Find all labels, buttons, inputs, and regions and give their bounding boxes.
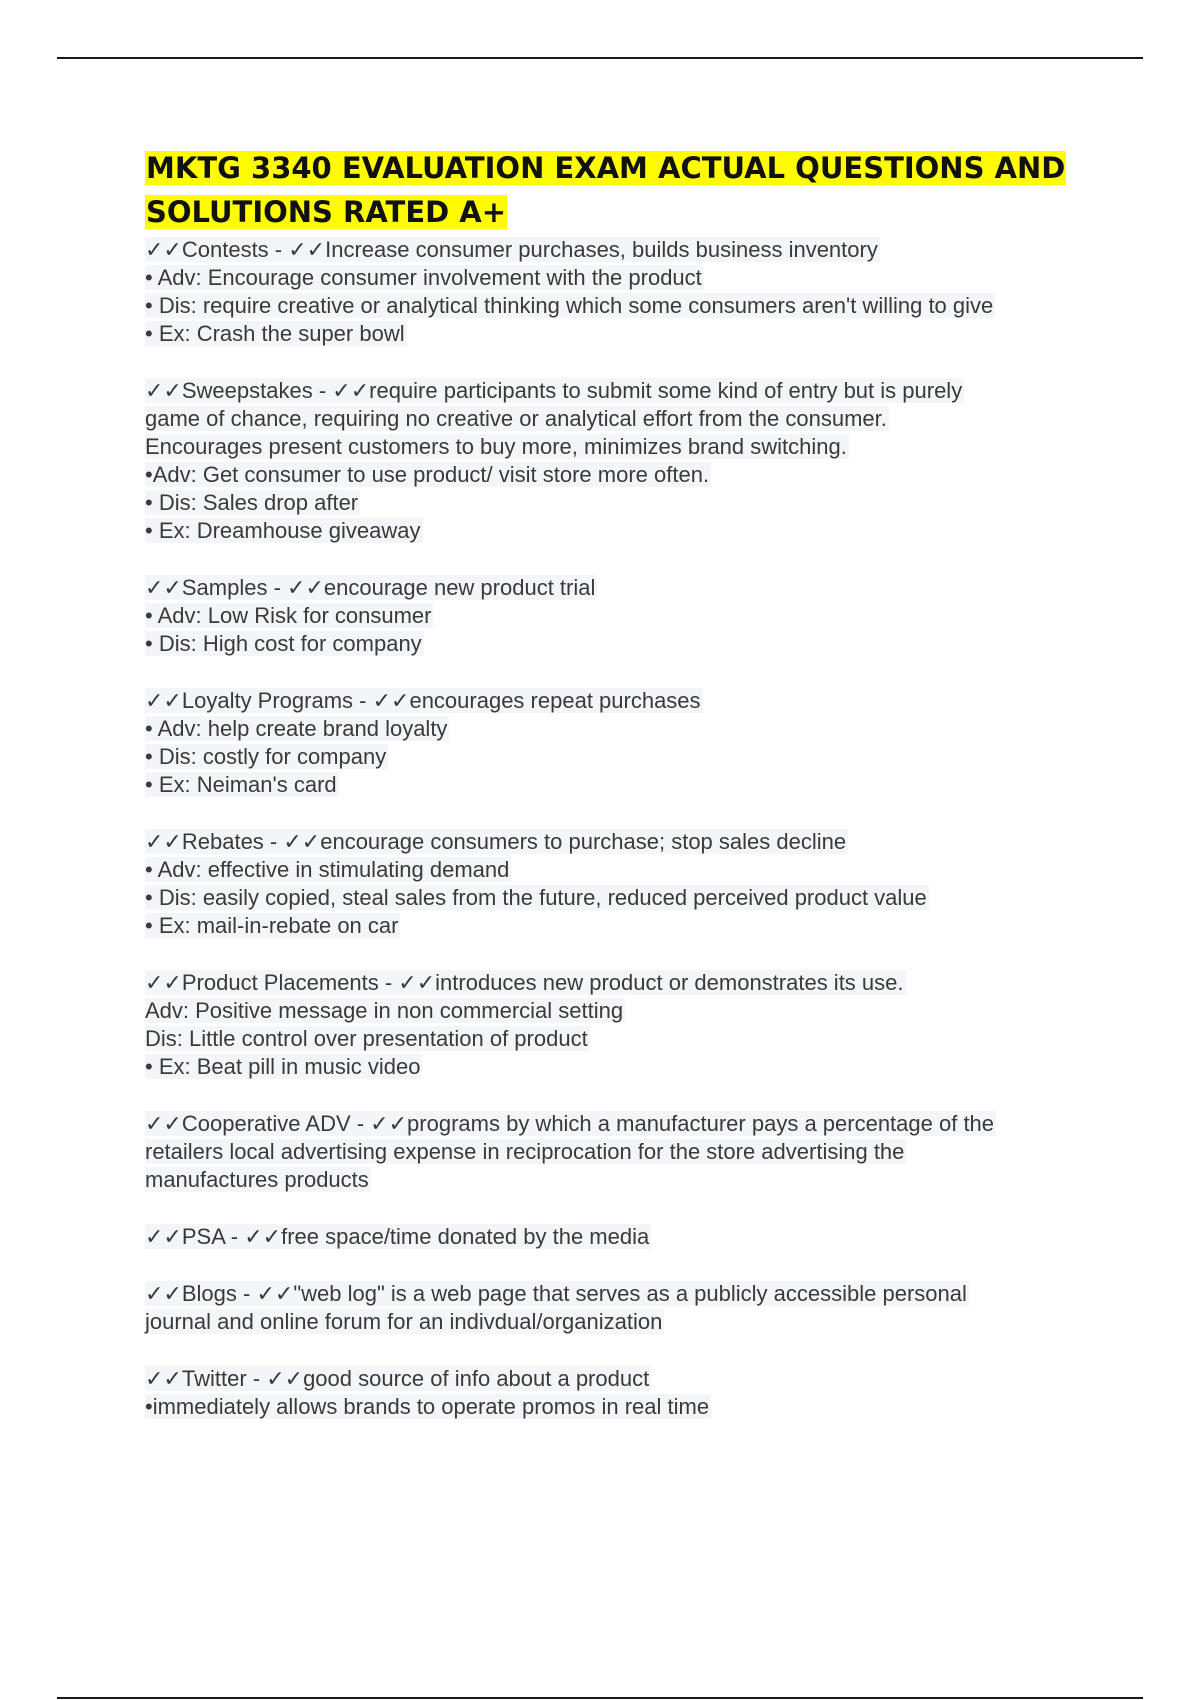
title-line-1: MKTG 3340 EVALUATION EXAM ACTUAL QUESTIONS AND — [146, 151, 1066, 185]
line-text: • Adv: help create brand loyalty — [145, 716, 448, 741]
term-definition-line — [145, 236, 1085, 264]
term-detail-line — [145, 771, 1085, 799]
term-entry — [145, 1280, 1085, 1336]
line-text: manufactures products — [145, 1167, 369, 1192]
term-detail-line — [145, 405, 1085, 433]
term-definition-line — [145, 1365, 1085, 1393]
bottom-rule — [57, 1697, 1143, 1699]
term-detail-line — [145, 264, 1085, 292]
term-detail-line — [145, 715, 1085, 743]
line-text: ✓✓Twitter - ✓✓good source of info about a product — [145, 1366, 650, 1391]
line-text: ✓✓Blogs - ✓✓"web log" is a web page that serves as a publicly accessible personal — [145, 1281, 967, 1306]
line-text: Dis: Little control over presentation of product — [145, 1026, 588, 1051]
term-detail-line — [145, 1166, 1085, 1194]
term-detail-line — [145, 912, 1085, 940]
line-text: ✓✓PSA - ✓✓free space/time donated by the media — [145, 1224, 650, 1249]
term-definition-line — [145, 1110, 1085, 1138]
line-text: ✓✓Rebates - ✓✓encourage consumers to purchase; stop sales decline — [145, 829, 847, 854]
line-text: • Adv: Low Risk for consumer — [145, 603, 432, 628]
term-entry — [145, 828, 1085, 940]
term-entry — [145, 1365, 1085, 1421]
line-text: • Dis: Sales drop after — [145, 490, 359, 515]
term-definition-line — [145, 1223, 1085, 1251]
line-text: journal and online forum for an indivdual/organization — [145, 1309, 663, 1334]
term-definition-line — [145, 969, 1085, 997]
term-detail-line — [145, 320, 1085, 348]
term-definition-line — [145, 1280, 1085, 1308]
line-text: ✓✓Contests - ✓✓Increase consumer purchases, builds business inventory — [145, 237, 878, 262]
term-detail-line — [145, 997, 1085, 1025]
term-detail-line — [145, 1053, 1085, 1081]
term-detail-line — [145, 1308, 1085, 1336]
title-line-2: SOLUTIONS RATED A+ — [146, 195, 507, 229]
document-body — [145, 146, 1085, 1421]
line-text: • Ex: Dreamhouse giveaway — [145, 518, 421, 543]
term-detail-line — [145, 743, 1085, 771]
term-entry — [145, 236, 1085, 348]
line-text: • Ex: mail-in-rebate on car — [145, 913, 399, 938]
line-text: • Dis: High cost for company — [145, 631, 422, 656]
line-text: Encourages present customers to buy more, minimizes brand switching. — [145, 434, 847, 459]
term-detail-line — [145, 884, 1085, 912]
line-text: • Dis: costly for company — [145, 744, 387, 769]
line-text: game of chance, requiring no creative or analytical effort from the consumer. — [145, 406, 887, 431]
term-entry — [145, 1110, 1085, 1194]
term-detail-line — [145, 1025, 1085, 1053]
top-rule — [57, 57, 1143, 59]
line-text: ✓✓Samples - ✓✓encourage new product trial — [145, 575, 596, 600]
term-definition-line — [145, 574, 1085, 602]
term-entry — [145, 687, 1085, 799]
line-text: • Dis: easily copied, steal sales from the future, reduced perceived product value — [145, 885, 927, 910]
term-entry — [145, 1223, 1085, 1251]
term-entry — [145, 574, 1085, 658]
line-text: • Adv: Encourage consumer involvement with the product — [145, 265, 702, 290]
line-text: • Dis: require creative or analytical thinking which some consumers aren't willing to give — [145, 293, 994, 318]
line-text: • Ex: Beat pill in music video — [145, 1054, 421, 1079]
term-detail-line — [145, 489, 1085, 517]
line-text: • Adv: effective in stimulating demand — [145, 857, 510, 882]
term-detail-line — [145, 433, 1085, 461]
line-text: Adv: Positive message in non commercial setting — [145, 998, 624, 1023]
line-text: retailers local advertising expense in reciprocation for the store advertising the — [145, 1139, 905, 1164]
line-text: • Ex: Crash the super bowl — [145, 321, 405, 346]
line-text: ✓✓Product Placements - ✓✓introduces new product or demonstrates its use. — [145, 970, 904, 995]
document-title — [145, 146, 1085, 234]
term-entry — [145, 377, 1085, 545]
term-definition-line — [145, 687, 1085, 715]
term-definition-line — [145, 828, 1085, 856]
line-text: ✓✓Cooperative ADV - ✓✓programs by which a manufacturer pays a percentage of the — [145, 1111, 995, 1136]
term-detail-line — [145, 517, 1085, 545]
line-text: ✓✓Sweepstakes - ✓✓require participants to submit some kind of entry but is purely — [145, 378, 963, 403]
term-detail-line — [145, 856, 1085, 884]
line-text: •Adv: Get consumer to use product/ visit store more often. — [145, 462, 710, 487]
term-detail-line — [145, 292, 1085, 320]
term-definition-line — [145, 377, 1085, 405]
term-detail-line — [145, 602, 1085, 630]
entry-list — [145, 236, 1085, 1421]
term-detail-line — [145, 630, 1085, 658]
line-text: • Ex: Neiman's card — [145, 772, 337, 797]
term-detail-line — [145, 1138, 1085, 1166]
term-detail-line — [145, 461, 1085, 489]
line-text: •immediately allows brands to operate promos in real time — [145, 1394, 710, 1419]
term-entry — [145, 969, 1085, 1081]
term-detail-line — [145, 1393, 1085, 1421]
line-text: ✓✓Loyalty Programs - ✓✓encourages repeat purchases — [145, 688, 701, 713]
